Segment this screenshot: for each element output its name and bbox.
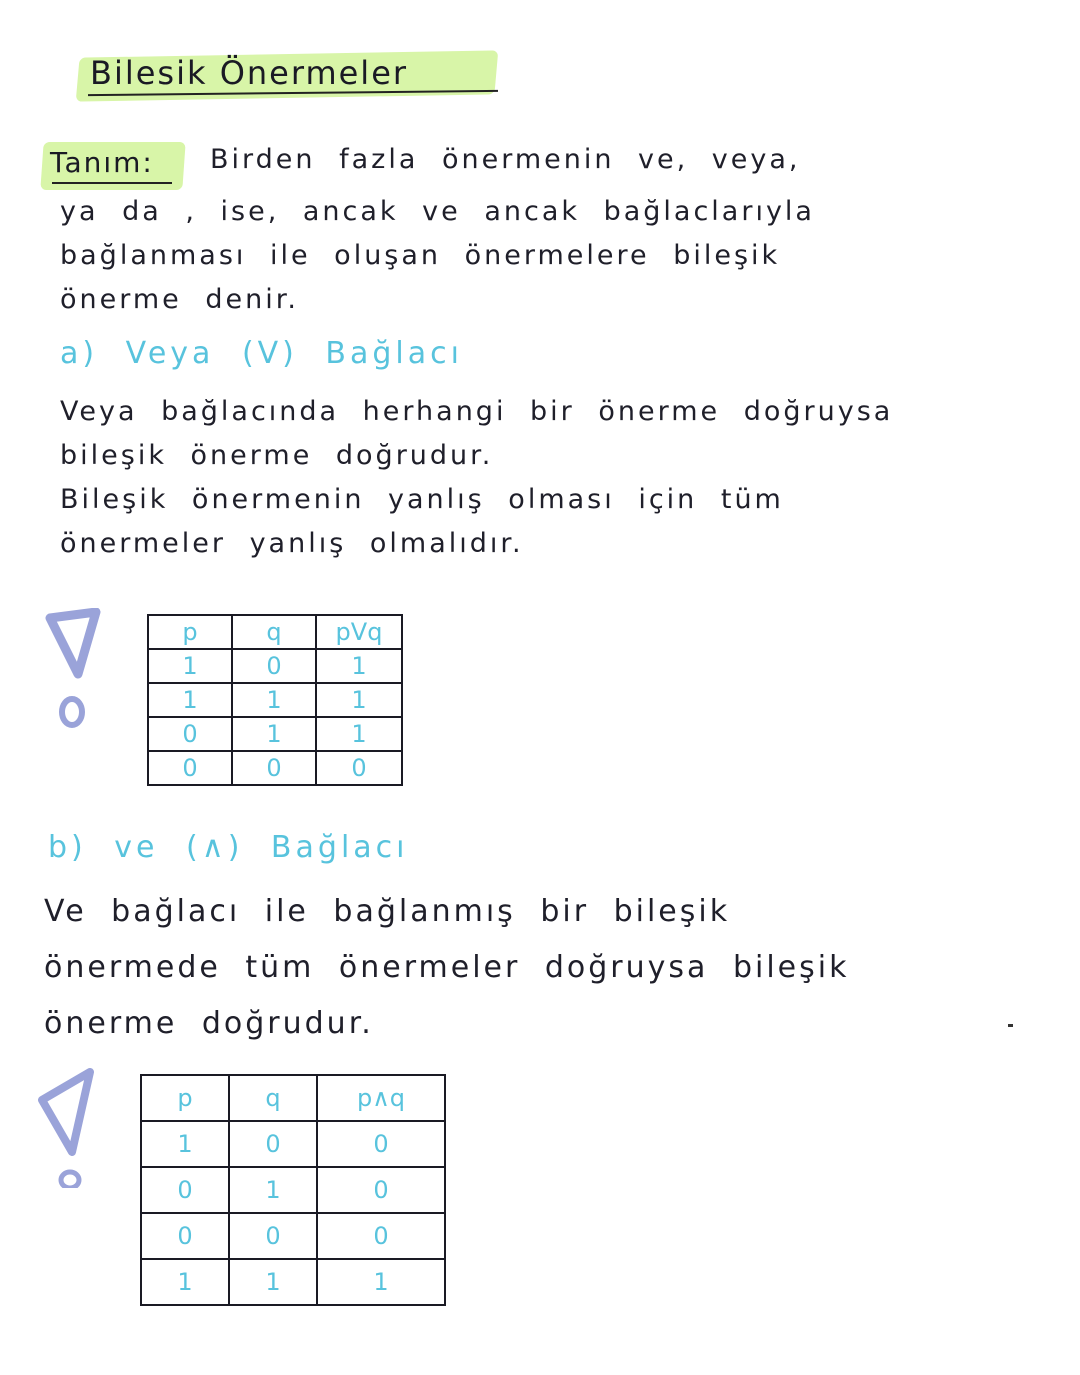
truth-table-and bbox=[140, 1074, 446, 1306]
table-cell: 1 bbox=[232, 683, 316, 717]
table-cell: 0 bbox=[316, 751, 402, 785]
table-header-cell: q bbox=[229, 1075, 317, 1121]
table-header-cell: p∧q bbox=[317, 1075, 445, 1121]
table-row bbox=[148, 649, 402, 683]
table-cell: 0 bbox=[141, 1213, 229, 1259]
true-false-marker-a bbox=[44, 608, 104, 728]
table-row bbox=[148, 717, 402, 751]
section-a-heading: a) Veya (V) Bağlacı bbox=[60, 336, 463, 371]
table-cell: 0 bbox=[232, 649, 316, 683]
truth-table-or bbox=[147, 614, 403, 786]
definition-label-underline bbox=[52, 182, 172, 184]
table-header-cell: p bbox=[148, 615, 232, 649]
table-cell: 0 bbox=[229, 1121, 317, 1167]
table-cell: 0 bbox=[148, 751, 232, 785]
table-row bbox=[141, 1121, 445, 1167]
table-cell: 1 bbox=[148, 649, 232, 683]
table-cell: 1 bbox=[141, 1121, 229, 1167]
table-header-cell: pVq bbox=[316, 615, 402, 649]
table-cell: 0 bbox=[141, 1167, 229, 1213]
table-row bbox=[141, 1213, 445, 1259]
table-cell: 0 bbox=[148, 717, 232, 751]
table-cell: 1 bbox=[316, 683, 402, 717]
definition-first-line: Birden fazla önermenin ve, veya, bbox=[210, 144, 801, 175]
table-header-row bbox=[141, 1075, 445, 1121]
stray-dot bbox=[1008, 1024, 1013, 1027]
table-row bbox=[141, 1167, 445, 1213]
true-false-marker-b bbox=[36, 1068, 96, 1188]
table-header-cell: q bbox=[232, 615, 316, 649]
table-cell: 1 bbox=[232, 717, 316, 751]
table-row bbox=[141, 1259, 445, 1305]
table-cell: 1 bbox=[229, 1167, 317, 1213]
table-cell: 0 bbox=[229, 1213, 317, 1259]
table-cell: 0 bbox=[317, 1167, 445, 1213]
table-cell: 1 bbox=[317, 1259, 445, 1305]
table-header-cell: p bbox=[141, 1075, 229, 1121]
section-a-text: Veya bağlacında herhangi bir önerme doğruysa bileşik önerme doğrudur. Bileşik önermenin yanlış olması için tüm önermeler yanlış olmalıdır. bbox=[60, 396, 894, 559]
section-b-heading: b) ve (∧) Bağlacı bbox=[48, 830, 409, 865]
section-b-text: Ve bağlacı ile bağlanmış bir bileşik önermede tüm önermeler doğruysa bileşik önerme doğrudur. bbox=[44, 894, 850, 1041]
definition-label: Tanım: bbox=[50, 146, 154, 179]
table-cell: 1 bbox=[229, 1259, 317, 1305]
table-cell: 1 bbox=[148, 683, 232, 717]
table-cell: 0 bbox=[317, 1121, 445, 1167]
table-cell: 0 bbox=[317, 1213, 445, 1259]
table-cell: 0 bbox=[232, 751, 316, 785]
table-cell: 1 bbox=[316, 649, 402, 683]
definition-text: ya da , ise, ancak ve ancak bağlaclarıyla bağlanması ile oluşan önermelere bileşik önerme denir. bbox=[60, 196, 815, 315]
table-cell: 1 bbox=[316, 717, 402, 751]
page-title: Bilesik Önermeler bbox=[90, 54, 409, 92]
table-cell: 1 bbox=[141, 1259, 229, 1305]
table-row bbox=[148, 751, 402, 785]
table-row bbox=[148, 683, 402, 717]
table-header-row bbox=[148, 615, 402, 649]
